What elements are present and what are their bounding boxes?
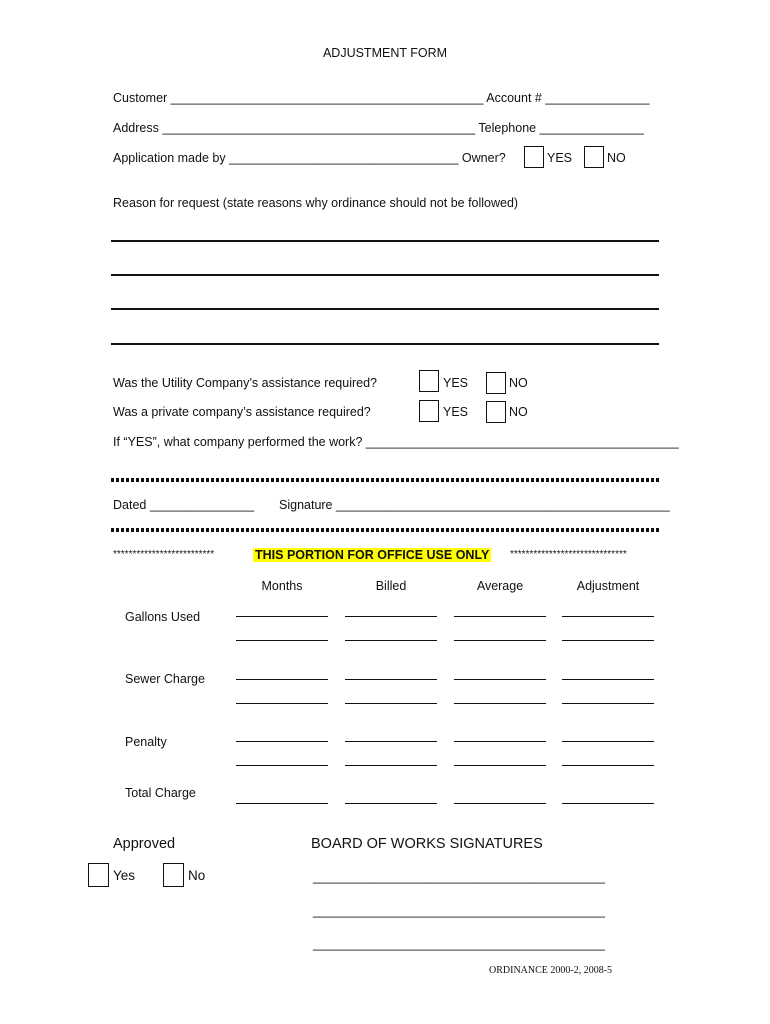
office-fill-line[interactable] (236, 741, 328, 742)
dated-line[interactable]: Dated _______________ (113, 498, 255, 512)
column-adjustment: Adjustment (576, 579, 640, 593)
office-fill-line[interactable] (345, 741, 437, 742)
office-fill-line[interactable] (562, 741, 654, 742)
column-months: Months (261, 579, 303, 593)
utility-yes-label: YES (443, 376, 469, 390)
dotted-separator-bottom (111, 528, 659, 532)
owner-yes-checkbox[interactable] (524, 146, 544, 168)
office-fill-line[interactable] (345, 803, 437, 804)
utility-no-label: NO (509, 376, 528, 390)
office-fill-line[interactable] (454, 679, 546, 680)
reason-line-3[interactable] (111, 308, 659, 310)
row-gallons-used: Gallons Used (125, 610, 201, 624)
office-fill-line[interactable] (236, 679, 328, 680)
column-billed: Billed (375, 579, 407, 593)
office-fill-line[interactable] (236, 803, 328, 804)
address-telephone-line[interactable]: Address _____________________________________________ Telephone _______________ (113, 121, 644, 135)
approved-yes-checkbox[interactable] (88, 863, 109, 887)
reason-line-2[interactable] (111, 274, 659, 276)
board-of-works-label: BOARD OF WORKS SIGNATURES (311, 836, 543, 852)
owner-no-label: NO (607, 151, 626, 165)
board-signature-line-3[interactable]: __________________________________________ (313, 937, 605, 951)
signature-line[interactable]: Signature ________________________________________________ (279, 498, 670, 512)
office-fill-line[interactable] (562, 765, 654, 766)
office-fill-line[interactable] (236, 765, 328, 766)
utility-yes-checkbox[interactable] (419, 370, 439, 392)
office-fill-line[interactable] (454, 741, 546, 742)
approved-yes-label: Yes (113, 868, 136, 883)
private-yes-checkbox[interactable] (419, 400, 439, 422)
owner-yes-label: YES (547, 151, 573, 165)
office-fill-line[interactable] (345, 679, 437, 680)
office-fill-line[interactable] (236, 640, 328, 641)
office-fill-line[interactable] (454, 616, 546, 617)
approved-no-label: No (188, 868, 206, 883)
utility-question: Was the Utility Company’s assistance required? (113, 376, 378, 390)
private-yes-label: YES (443, 405, 469, 419)
office-use-banner: THIS PORTION FOR OFFICE USE ONLY (255, 548, 490, 562)
office-fill-line[interactable] (345, 616, 437, 617)
office-fill-line[interactable] (562, 703, 654, 704)
row-sewer-charge: Sewer Charge (125, 672, 205, 686)
office-fill-line[interactable] (454, 703, 546, 704)
customer-account-line[interactable]: Customer _____________________________________________ Account # _______________ (113, 91, 650, 105)
reason-line-1[interactable] (111, 240, 659, 242)
office-fill-line[interactable] (562, 679, 654, 680)
row-total-charge: Total Charge (125, 786, 196, 800)
company-performed-line[interactable]: If “YES”, what company performed the work? _____________________________________________ (113, 435, 679, 449)
office-fill-line[interactable] (454, 803, 546, 804)
reason-label: Reason for request (state reasons why ordinance should not be followed) (113, 196, 519, 210)
owner-no-checkbox[interactable] (584, 146, 604, 168)
ordinance-footer: ORDINANCE 2000-2, 2008-5 (489, 965, 613, 976)
office-stars-left: ************************** (113, 549, 215, 560)
office-fill-line[interactable] (345, 703, 437, 704)
reason-line-4[interactable] (111, 343, 659, 345)
approved-label: Approved (113, 836, 176, 852)
office-stars-right: ****************************** (510, 549, 627, 560)
board-signature-line-1[interactable]: __________________________________________ (313, 870, 605, 884)
office-fill-line[interactable] (562, 616, 654, 617)
office-fill-line[interactable] (345, 765, 437, 766)
column-average: Average (476, 579, 524, 593)
private-no-label: NO (509, 405, 528, 419)
dotted-separator-top (111, 478, 659, 482)
office-fill-line[interactable] (236, 703, 328, 704)
row-penalty: Penalty (125, 735, 167, 749)
office-fill-line[interactable] (454, 765, 546, 766)
board-signature-line-2[interactable]: __________________________________________ (313, 904, 605, 918)
application-owner-line[interactable]: Application made by _________________________________ Owner? (113, 151, 506, 165)
utility-no-checkbox[interactable] (486, 372, 506, 394)
private-no-checkbox[interactable] (486, 401, 506, 423)
office-fill-line[interactable] (345, 640, 437, 641)
office-fill-line[interactable] (562, 803, 654, 804)
office-fill-line[interactable] (562, 640, 654, 641)
approved-no-checkbox[interactable] (163, 863, 184, 887)
form-title: ADJUSTMENT FORM (322, 46, 448, 60)
office-fill-line[interactable] (236, 616, 328, 617)
private-question: Was a private company’s assistance required? (113, 405, 371, 419)
office-fill-line[interactable] (454, 640, 546, 641)
